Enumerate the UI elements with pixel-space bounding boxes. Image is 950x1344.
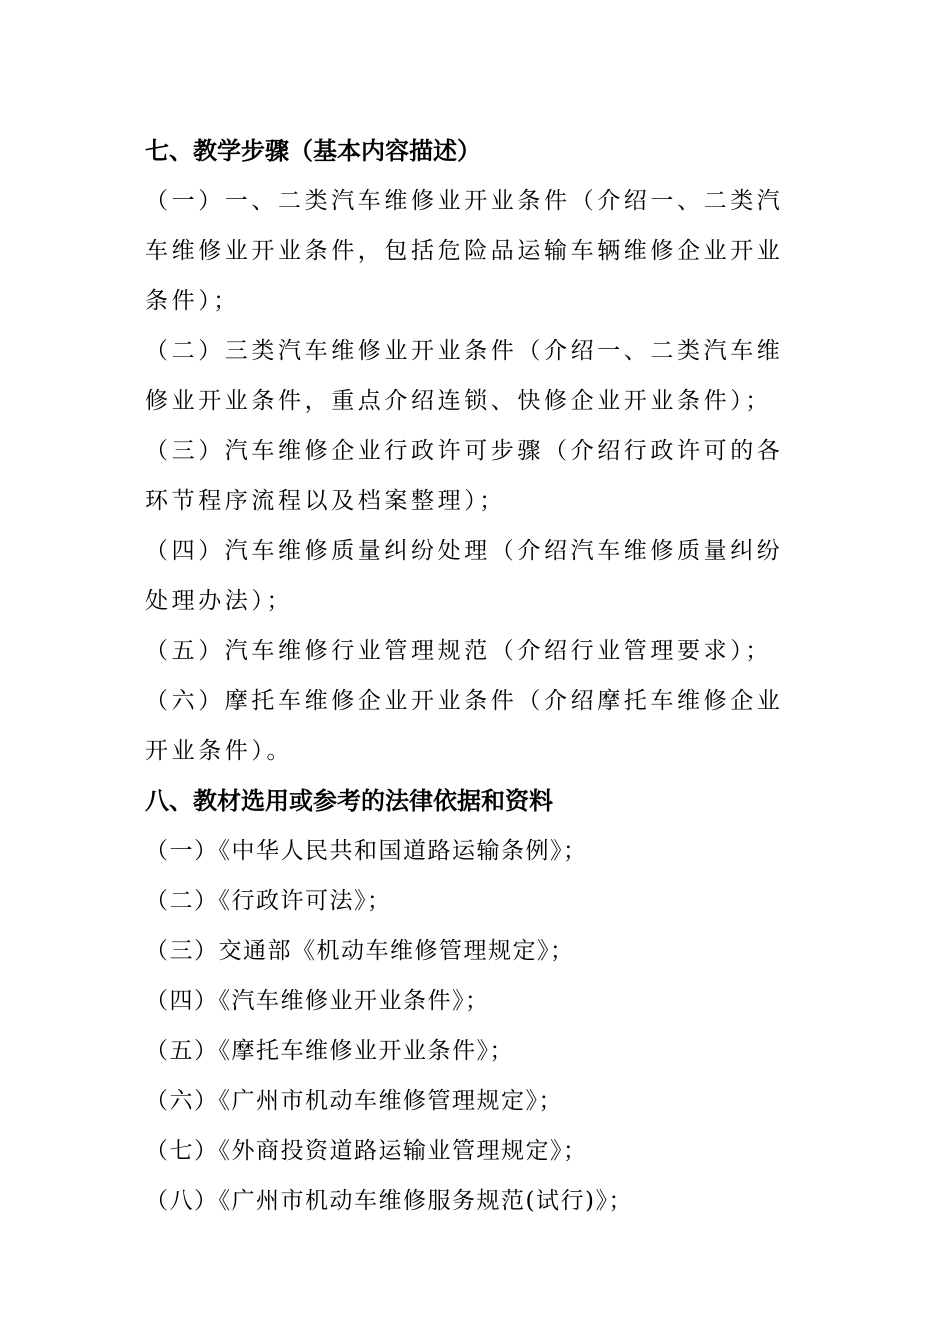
reference-1: （一）《中华人民共和国道路运输条例》； [145,838,588,864]
section-7-heading: 七、教学步骤（基本内容描述） [145,137,481,165]
teaching-step-1: （一）一、二类汽车维修业开业条件（介绍一、二类汽车维修业开业条件，包括危险品运输车辆维修企业开业条件）； [145,188,784,314]
teaching-step-4: （四）汽车维修质量纠纷处理（介绍汽车维修质量纠纷处理办法）； [145,538,784,614]
teaching-step-5: （五）汽车维修行业管理规范（介绍行业管理要求）； [145,638,772,664]
document-page [145,126,807,1226]
reference-7: （七）《外商投资道路运输业管理规定》； [145,1138,588,1164]
reference-4: （四）《汽车维修业开业条件》； [145,988,490,1014]
teaching-step-3: （三）汽车维修企业行政许可步骤（介绍行政许可的各环节程序流程以及档案整理）； [145,438,784,514]
teaching-step-6: （六）摩托车维修企业开业条件（介绍摩托车维修企业开业条件）。 [145,688,784,764]
reference-3: （三）交通部《机动车维修管理规定》； [145,938,575,964]
teaching-step-2: （二）三类汽车维修业开业条件（介绍一、二类汽车维修业开业条件，重点介绍连锁、快修企业开业条件）； [145,338,784,414]
reference-2: （二）《行政许可法》； [145,888,392,914]
reference-6: （六）《广州市机动车维修管理规定》； [145,1088,563,1114]
reference-8: （八）《广州市机动车维修服务规范(试行)》； [145,1188,633,1214]
reference-5: （五）《摩托车维修业开业条件》； [145,1038,514,1064]
section-8-heading: 八、教材选用或参考的法律依据和资料 [145,787,553,815]
